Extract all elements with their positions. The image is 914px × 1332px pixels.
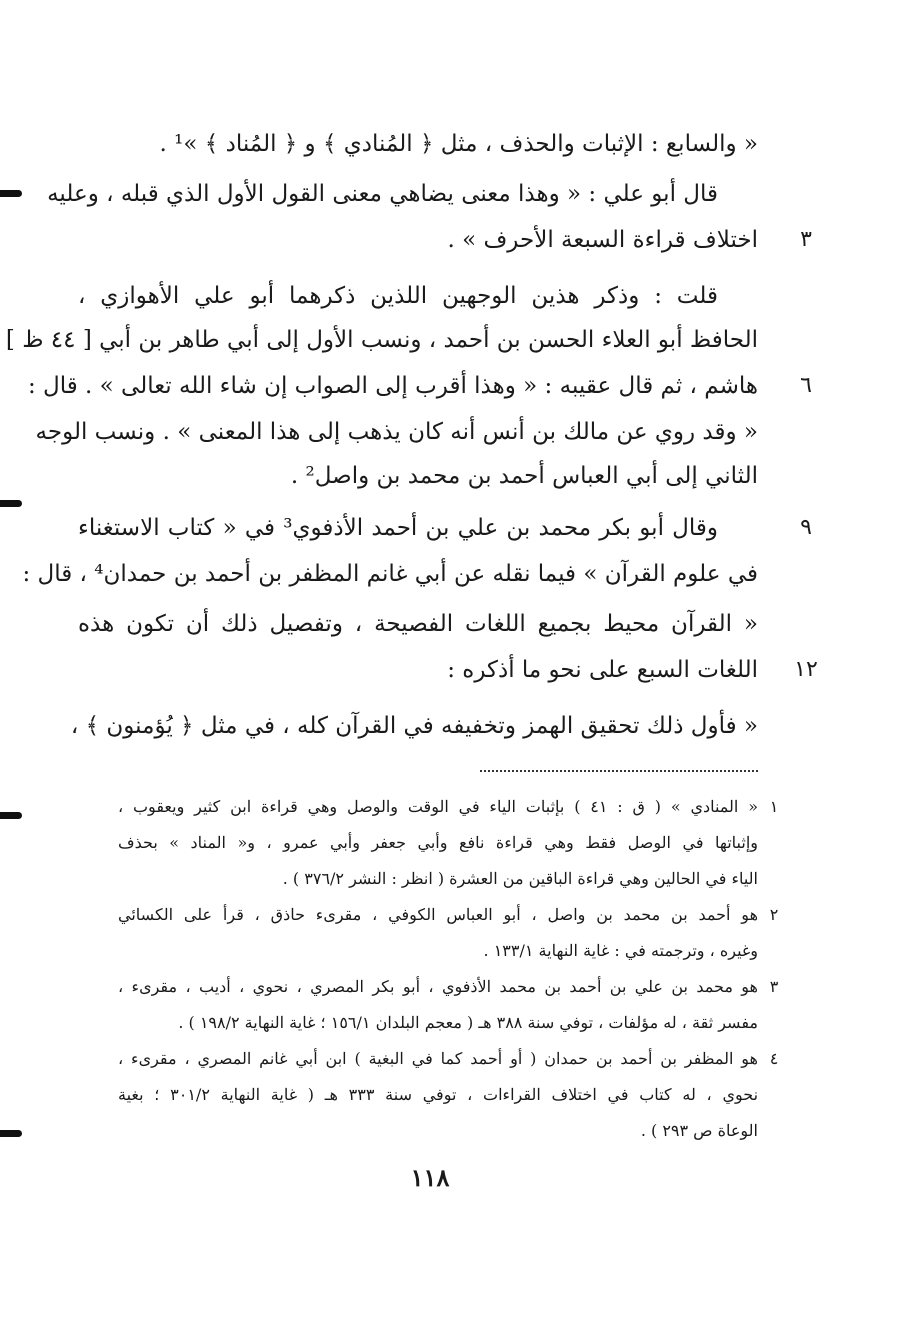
text-line: في علوم القرآن » فيما نقله عن أبي غانم المظفر بن أحمد بن حمدان⁴ ، قال :: [22, 561, 758, 587]
footnote-number: ٣: [769, 977, 779, 996]
footnote-line: الياء في الحالين وهي قراءة الباقين من العشرة ( انظر : النشر ٣٧٦/٢ ) .: [282, 869, 758, 888]
text-line: اللغات السبع على نحو ما أذكره :: [447, 657, 758, 683]
margin-mark: [0, 1130, 22, 1137]
text-line: هاشم ، ثم قال عقيبه : « وهذا أقرب إلى الصواب إن شاء الله تعالى » . قال :: [27, 373, 758, 399]
text-line: قال أبو علي : « وهذا معنى يضاهي معنى القول الأول الذي قبله ، وعليه: [47, 181, 718, 207]
text-line: قلت : وذكر هذين الوجهين اللذين ذكرهما أبو علي الأهوازي ،: [78, 283, 718, 309]
footnote-divider: [480, 770, 758, 772]
footnote-line: هو محمد بن علي بن أحمد بن محمد الأذفوي ، أبو بكر المصري ، نحوي ، أديب ، مقرىء ،: [118, 977, 758, 996]
footnote-number: ٢: [769, 905, 779, 924]
text-line: وقال أبو بكر محمد بن علي بن أحمد الأذفوي³ في « كتاب الاستغناء: [78, 515, 719, 541]
footnote-line: هو المظفر بن أحمد بن حمدان ( أو أحمد كما في البغية ) ابن أبي غانم المصري ، مقرىء ،: [118, 1049, 758, 1068]
footnote-number: ٤: [769, 1049, 779, 1068]
line-number: ٣: [800, 227, 812, 252]
margin-mark: [0, 812, 22, 819]
text-line: الحافظ أبو العلاء الحسن بن أحمد ، ونسب الأول إلى أبي طاهر بن أبي [ ٤٤ ظ ]: [5, 327, 758, 353]
line-number: ٦: [800, 373, 812, 398]
text-line: « فأول ذلك تحقيق الهمز وتخفيفه في القرآن كله ، في مثل ﴿ يُؤمنون ﴾ ،: [70, 713, 758, 739]
footnote-line: « المنادي » ( ق : ٤١ ) بإثبات الياء في الوقت والوصل وهي قراءة ابن كثير ويعقوب ،: [118, 797, 758, 816]
text-line: اختلاف قراءة السبعة الأحرف » .: [447, 227, 758, 253]
margin-mark: [0, 190, 22, 197]
margin-mark: [0, 500, 22, 507]
page-number: ١١٨: [410, 1163, 450, 1192]
footnote-line: هو أحمد بن محمد بن واصل ، أبو العباس الكوفي ، مقرىء حاذق ، قرأ على الكسائي: [118, 905, 758, 924]
footnote-line: وغيره ، وترجمته في : غاية النهاية ١٣٣/١ .: [483, 941, 758, 960]
text-line: الثاني إلى أبي العباس أحمد بن محمد بن واصل² .: [290, 463, 758, 489]
footnote-line: وإثباتها في الوصل فقط وهي قراءة نافع وأبي جعفر وأبي عمرو ، و« المناد » بحذف: [118, 833, 758, 852]
footnote-line: الوعاة ص ٢٩٣ ) .: [640, 1121, 758, 1140]
text-line: « القرآن محيط بجميع اللغات الفصيحة ، وتفصيل ذلك أن تكون هذه: [78, 611, 758, 637]
text-line: « وقد روي عن مالك بن أنس أنه كان يذهب إلى هذا المعنى » . ونسب الوجه: [35, 419, 758, 445]
line-number: ١٢: [794, 657, 818, 682]
text-line: « والسابع : الإثبات والحذف ، مثل ﴿ المُنادي ﴾ و ﴿ المُناد ﴾ »¹ .: [159, 131, 758, 157]
line-number: ٩: [800, 515, 812, 540]
footnote-number: ١: [769, 797, 779, 816]
footnote-line: نحوي ، له كتاب في اختلاف القراءات ، توفي سنة ٣٣٣ هـ ( غاية النهاية ٣٠١/٢ ؛ بغية: [118, 1085, 759, 1104]
footnote-line: مفسر ثقة ، له مؤلفات ، توفي سنة ٣٨٨ هـ ( معجم البلدان ١٥٦/١ ؛ غاية النهاية ١٩٨/٢ ) .: [178, 1013, 758, 1032]
